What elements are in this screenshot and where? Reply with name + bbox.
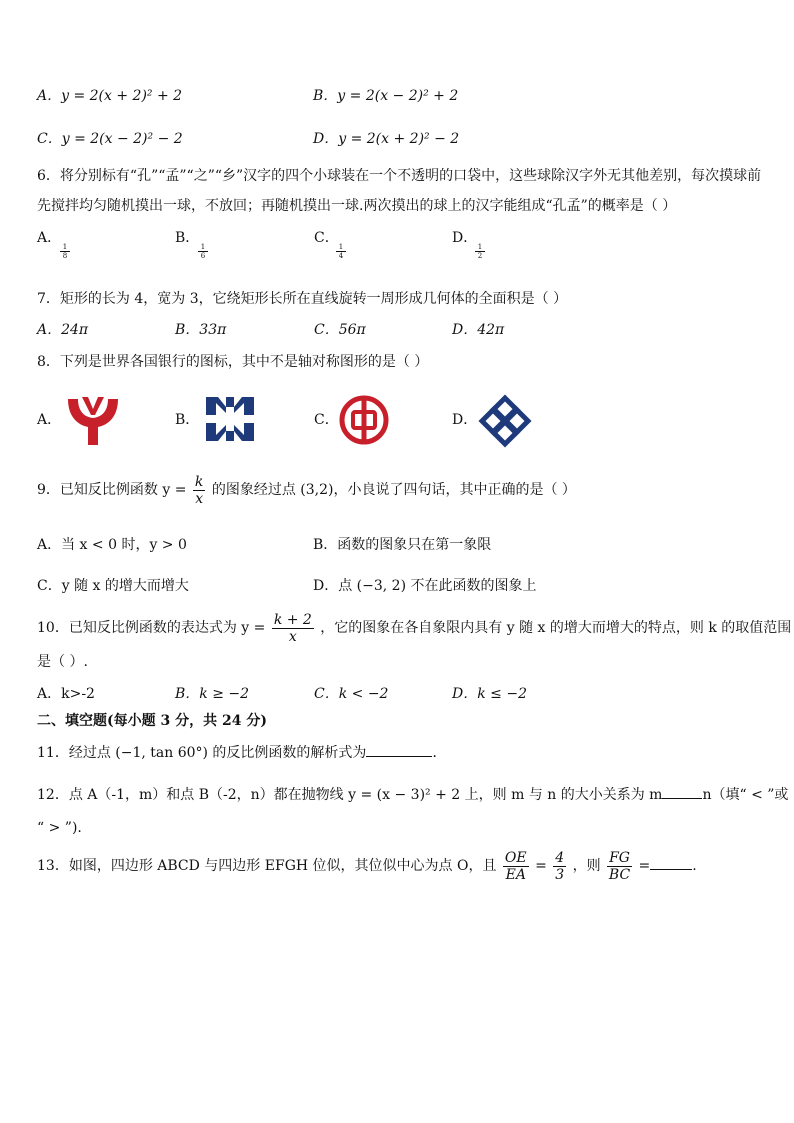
q10-fraction	[272, 612, 314, 645]
q13-fraction-fg-bc	[607, 850, 632, 883]
q7-option-d: D．42π	[452, 322, 505, 338]
q11-stem-pre: 11．经过点 (−1, tan 60°) 的反比例函数的解析式为	[37, 745, 367, 761]
q6-option-a-fraction	[60, 243, 70, 260]
bank-of-china-icon	[338, 394, 390, 446]
fraction-numerator: OE	[504, 849, 527, 866]
q6-option-c: C．	[314, 230, 339, 246]
q9-option-d: D．点 (−3, 2) 不在此函数的图象上	[313, 578, 537, 594]
q11-answer-blank[interactable]	[366, 742, 432, 757]
q12-answer-blank[interactable]	[662, 784, 702, 799]
q6-stem-line2: 先搅拌均匀随机摸出一球，不放回；再随机摸出一球.两次摸出的球上的汉字能组成“孔孟”的概率是（ ）	[37, 198, 677, 214]
fraction-numerator: 1	[475, 243, 485, 252]
q8-option-b: B．	[175, 412, 200, 428]
q12-stem-pre: 12．点 A（-1，m）和点 B（-2，n）都在抛物线 y = (x − 3)² + 2 上，则 m 与 n 的大小关系为 m	[37, 787, 663, 803]
q9-stem-pre: 9．已知反比例函数 y =	[37, 482, 187, 498]
q13-fraction-oe-ea	[503, 850, 529, 883]
q10-stem-post: ，它的图象在各自象限内具有 y 随 x 的增大而增大的特点，则 k 的取值范围	[320, 620, 792, 636]
q5-option-d: D．y = 2(x + 2)² − 2	[313, 131, 460, 147]
fraction-denominator: 6	[200, 252, 206, 260]
q13-stem-post: .	[692, 858, 697, 874]
fraction-denominator: 2	[477, 252, 483, 260]
q6-option-b: B．	[175, 230, 200, 246]
fraction-denominator: 8	[62, 252, 68, 260]
fraction-denominator: x	[195, 490, 204, 507]
q12-stem	[37, 784, 788, 805]
bank-logo-y-icon	[62, 393, 124, 451]
q5-option-b: B．y = 2(x − 2)² + 2	[313, 88, 459, 104]
q13-stem	[37, 848, 697, 884]
q8-option-a: A．	[37, 412, 62, 428]
q10-option-a: A．k>-2	[37, 686, 95, 702]
fraction-numerator: 1	[198, 243, 208, 252]
q6-option-d-fraction	[475, 243, 485, 260]
fraction-denominator: x	[288, 628, 297, 645]
q13-equals: =	[535, 858, 547, 874]
q11-stem	[37, 742, 446, 763]
q12-stem-line2: “ > ”).	[37, 820, 82, 836]
fraction-denominator: EA	[505, 866, 526, 883]
q10-stem-pre: 10．已知反比例函数的表达式为 y =	[37, 620, 266, 636]
q13-equals-2: =	[638, 858, 651, 874]
fraction-numerator: k	[194, 473, 204, 490]
q6-option-a: A．	[37, 230, 62, 246]
q11-stem-post: ．	[432, 745, 447, 761]
q9-option-c: C．y 随 x 的增大而增大	[37, 578, 189, 594]
q7-stem: 7．矩形的长为 4，宽为 3，它绕矩形长所在直线旋转一周形成几何体的全面积是（ ）	[37, 291, 568, 307]
q10-option-c: C．k < −2	[314, 686, 389, 702]
q8-option-c: C．	[314, 412, 339, 428]
q10-stem-line2: 是（ ）.	[37, 654, 88, 670]
fraction-numerator: 1	[60, 243, 70, 252]
q7-option-b: B．33π	[175, 322, 227, 338]
q5-option-a: A．y = 2(x + 2)² + 2	[37, 88, 183, 104]
fraction-numerator: k + 2	[273, 611, 312, 628]
q13-stem-pre: 13．如图，四边形 ABCD 与四边形 EFGH 位似，其位似中心为点 O，且	[37, 858, 497, 874]
q13-stem-mid: ，则	[572, 858, 601, 874]
q10-stem	[37, 610, 791, 646]
q6-option-d: D．	[452, 230, 478, 246]
q5-option-c: C．y = 2(x − 2)² − 2	[37, 131, 183, 147]
fraction-denominator: 3	[555, 866, 565, 883]
q9-stem-post: 的图象经过点 (3,2)，小良说了四句话，其中正确的是（ ）	[211, 482, 576, 498]
fraction-numerator: FG	[609, 849, 630, 866]
q6-option-b-fraction	[198, 243, 208, 260]
q10-option-b: B．k ≥ −2	[175, 686, 250, 702]
q6-option-c-fraction	[336, 243, 346, 260]
fraction-numerator: 1	[336, 243, 346, 252]
q9-fraction	[193, 474, 205, 507]
q13-fraction-ratio	[553, 850, 566, 883]
bank-logo-arrows-icon	[202, 393, 258, 445]
q12-stem-post: n（填“ < ”或	[702, 787, 789, 803]
q9-stem	[37, 472, 576, 508]
fraction-numerator: 4	[555, 849, 565, 866]
q13-answer-blank[interactable]	[650, 855, 692, 870]
q7-option-c: C．56π	[314, 322, 366, 338]
q9-option-a: A．当 x < 0 时，y > 0	[37, 537, 187, 553]
section-heading-fill-in: 二、填空题(每小题 3 分，共 24 分)	[37, 713, 267, 729]
bank-logo-knot-icon	[476, 394, 534, 448]
q10-option-d: D．k ≤ −2	[452, 686, 527, 702]
q9-option-b: B．函数的图象只在第一象限	[313, 537, 492, 553]
fraction-denominator: 4	[338, 252, 344, 260]
q6-stem-line1: 6．将分别标有“孔”“孟”“之”“乡”汉字的四个小球装在一个不透明的口袋中，这些球除汉字外无其他差别，每次摸球前	[37, 168, 762, 184]
q8-option-d: D．	[452, 412, 478, 428]
q8-stem: 8．下列是世界各国银行的图标，其中不是轴对称图形的是（ ）	[37, 354, 429, 370]
q7-option-a: A．24π	[37, 322, 89, 338]
fraction-denominator: BC	[608, 866, 631, 883]
